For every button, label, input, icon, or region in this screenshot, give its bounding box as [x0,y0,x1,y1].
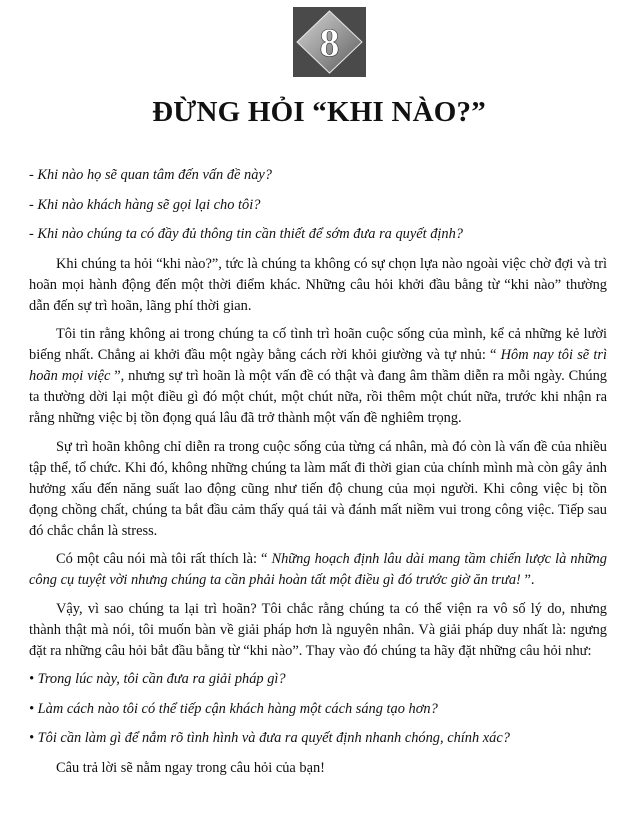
chapter-number-badge [293,7,366,77]
chapter-title: ĐỪNG HỎI “KHI NÀO?” [152,96,486,128]
bullet-3: • Tôi cần làm gì để nắm rõ tình hình và đưa ra quyết định nhanh chóng, chính xác? [29,730,510,746]
paragraph-1: Khi chúng ta hỏi “khi nào?”, tức là chúng ta không có sự chọn lựa nào ngoài việc chờ đợi và trì hoãn mọi hành động đến một thời điểm khác. Những câu hỏi khởi đầu bằng từ “khi nào” thường dẫn đến sự trì hoãn, lãng phí thời gian. [29,255,607,314]
chapter-number: 8 [319,20,340,65]
paragraph-2-quote: Hôm nay tôi sẽ trì hoãn mọi việc [29,347,607,384]
paragraph-4-text-end: ”. [524,572,535,588]
closing-line: Câu trả lời sẽ nằm ngay trong câu hỏi của bạn! [56,759,325,776]
paragraph-2-text-end: ”, nhưng sự trì hoãn là một vấn đề có thật và đang âm thầm diễn ra mỗi ngày. Chúng ta thường dời lại một điều gì đó một chút, một chút nữa, rồi thêm một chút nữa, trước khi nhận ra rằng những việc bị tồn đọng quá lâu đã trở thành một vấn đề nghiêm trọng. [29,368,607,426]
paragraph-4-text-start: Có một câu nói mà tôi rất thích là: “ [56,551,268,567]
paragraph-4-quote: Những hoạch định lâu dài mang tầm chiến lược là những công cụ tuyệt vời nhưng chúng ta cần phải hoàn tất một điều gì đó trước giờ ăn trưa! [29,551,607,588]
paragraph-5: Vậy, vì sao chúng ta lại trì hoãn? Tôi chắc rằng chúng ta có thể viện ra vô số lý do, nhưng thành thật mà nói, tôi muốn bàn về giải pháp hơn là nguyên nhân. Và giải pháp duy nhất là: ngưng đặt ra những câu hỏi bắt đầu bằng từ “khi nào”. Thay vào đó chúng ta hãy đặt những câu hỏi như: [29,600,607,659]
question-1: - Khi nào họ sẽ quan tâm đến vấn đề này? [29,167,273,183]
bullet-2: • Làm cách nào tôi có thể tiếp cận khách hàng một cách sáng tạo hơn? [29,700,438,717]
paragraph-2-text-start: Tôi tin rằng không ai trong chúng ta cố tình trì hoãn cuộc sống của mình, kể cả những kẻ lười biếng nhất. Chẳng ai khởi đầu một ngày bằng cách rời khỏi giường và tự nhủ: “ [29,326,607,363]
question-2: - Khi nào khách hàng sẽ gọi lại cho tôi? [29,196,261,213]
paragraph-4 [29,549,607,591]
question-3: - Khi nào chúng ta có đầy đủ thông tin cần thiết để sớm đưa ra quyết định? [29,226,464,242]
paragraph-3: Sự trì hoãn không chỉ diễn ra trong cuộc sống của từng cá nhân, mà đó còn là vấn đề của nhiều tập thể, tổ chức. Khi đó, không những chúng ta làm mất đi thời gian của chính mình mà còn gây ảnh hưởng xấu đến năng suất lao động cũng như tiến độ chung của mọi người. Khi công việc bị tồn đọng chồng chất, chúng ta bắt đầu cảm thấy quá tải và đánh mất niềm vui trong công việc. Tiếp sau đó chắc chắn là stress. [29,438,607,539]
chapter-body [29,165,607,786]
paragraph-2 [29,324,607,429]
bullet-1: • Trong lúc này, tôi cần đưa ra giải pháp gì? [29,671,286,687]
